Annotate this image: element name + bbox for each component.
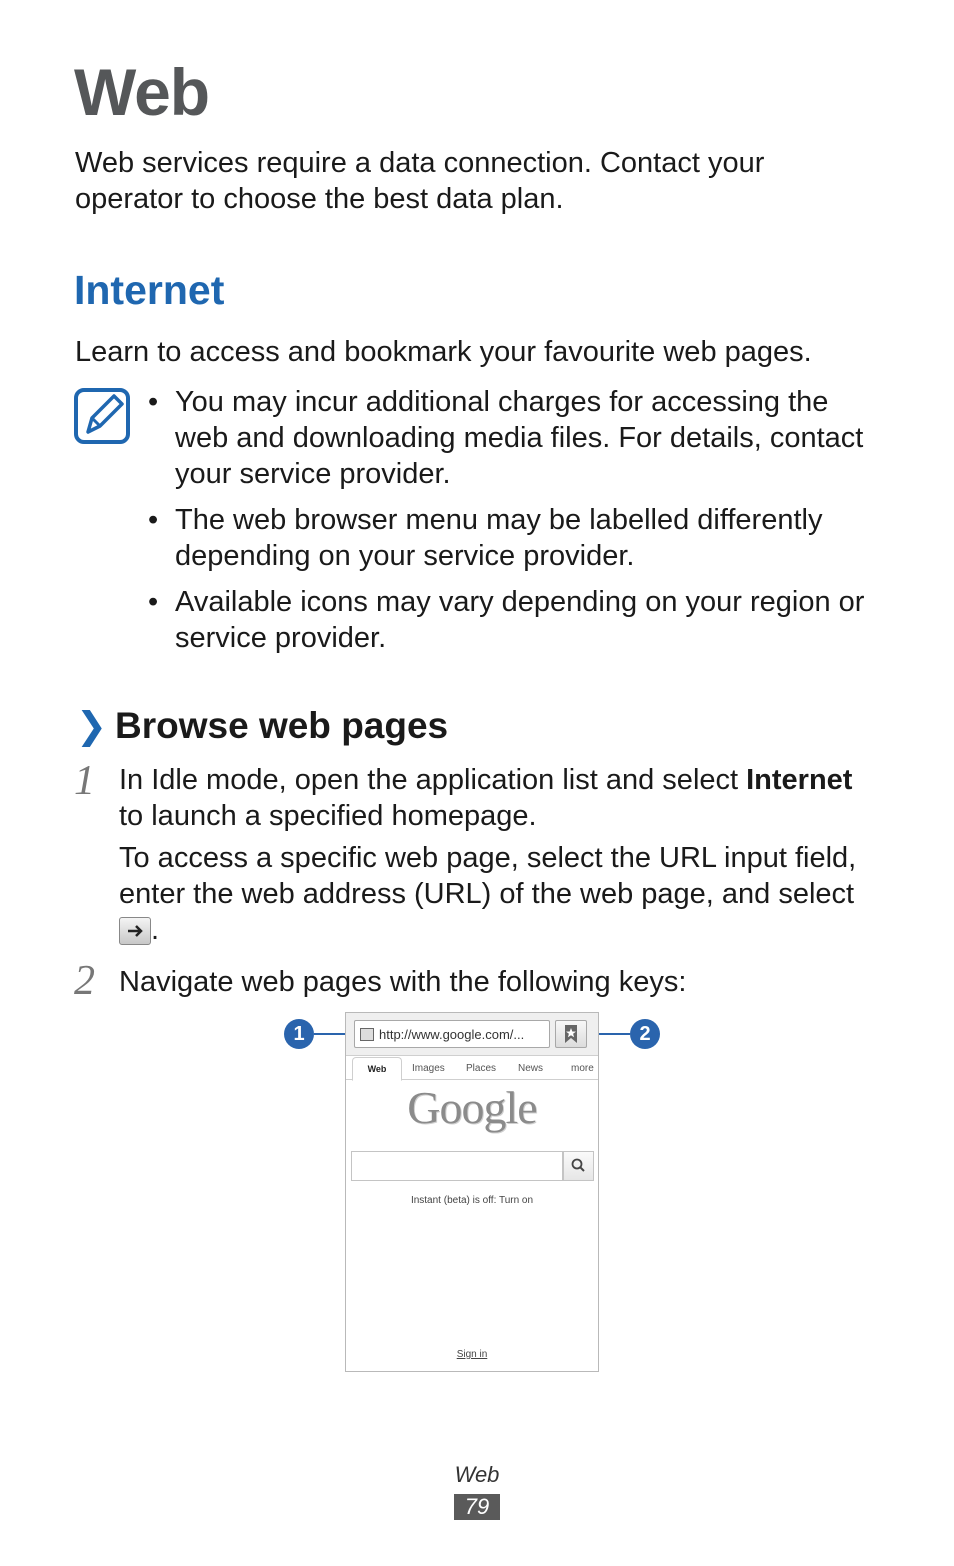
search-tabs [346,1055,598,1080]
tab-web[interactable]: Web [352,1057,402,1081]
tab-news[interactable]: News [518,1063,544,1074]
bullet: • [148,586,159,618]
callout-1: 1 [284,1019,314,1049]
subsection-title: ❯ Browse web pages [76,705,449,746]
internet-label: Internet [746,764,853,796]
step-1-text: In Idle mode, open the application list and select Internet to launch a specified homepage. [119,764,853,832]
go-arrow-icon [119,917,151,945]
bullet: • [148,504,159,536]
sign-in-link[interactable]: Sign in [456,1349,488,1360]
step-number: 2 [74,958,95,1004]
instant-status: Instant (beta) is off: Turn on [410,1195,534,1206]
section-title: Internet [74,267,225,313]
intro-text: Web services require a data connection. Contact your operator to choose the best data plan. [75,147,765,215]
step-2-text: Navigate web pages with the following keys: [119,966,687,998]
list-item: • You may incur additional charges for accessing the web and downloading media files. For details, contact your service provider. [148,386,864,490]
bookmark-icon [556,1021,586,1047]
note-bullets [148,384,888,666]
step-number: 1 [74,758,95,804]
bullet: • [148,386,159,418]
tab-places[interactable]: Places [466,1063,497,1074]
bookmark-button[interactable] [555,1020,587,1048]
list-item: • The web browser menu may be labelled differently depending on your service provider. [148,504,823,572]
page-number: 79 [454,1494,500,1520]
browser-screenshot [345,1012,599,1372]
search-input[interactable] [351,1151,563,1181]
url-text: http://www.google.com/... [379,1027,525,1042]
page-title: Web [74,55,210,129]
callout-2: 2 [630,1019,660,1049]
chevron-right-icon: ❯ [76,705,108,746]
footer-label: Web [454,1462,500,1487]
tab-more[interactable]: more [571,1063,594,1074]
note-pencil-icon [74,388,130,444]
search-icon [564,1152,593,1180]
favicon-icon [360,1028,374,1041]
search-button[interactable] [563,1151,594,1181]
google-logo: Google [407,1082,537,1133]
list-item: • Available icons may vary depending on your region or service provider. [148,586,865,654]
url-input-field[interactable] [354,1020,550,1048]
section-lead: Learn to access and bookmark your favourite web pages. [75,336,812,368]
step-1-extra: To access a specific web page, select the URL input field, enter the web address (URL) of the web page, and select . [119,842,857,946]
tab-images[interactable]: Images [412,1063,445,1074]
